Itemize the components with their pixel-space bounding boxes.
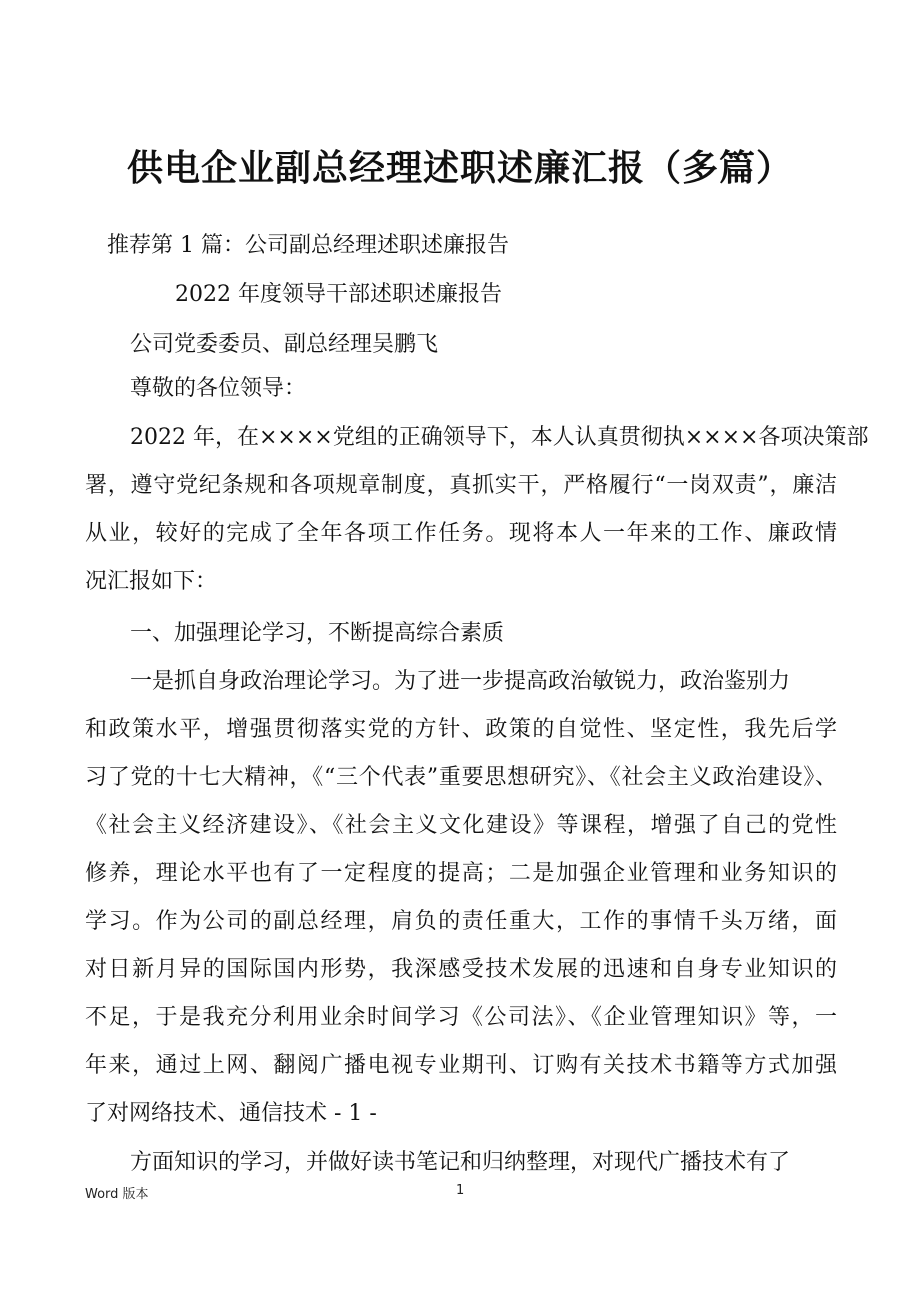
paragraph-line: 了对网络技术、通信技术 - 1 - xyxy=(85,1101,377,1126)
page-number: 1 xyxy=(456,1183,465,1198)
paragraph-line: 对日新月异的国际国内形势，我深感受技术发展的迅速和自身专业知识的 xyxy=(85,957,837,982)
paragraph-line: 修养，理论水平也有了一定程度的提高；二是加强企业管理和业务知识的 xyxy=(85,861,837,886)
paragraph-line: 况汇报如下： xyxy=(85,569,218,594)
paragraph-line: 年来，通过上网、翻阅广播电视专业期刊、订购有关技术书籍等方式加强 xyxy=(85,1053,837,1078)
section-heading: 一、加强理论学习，不断提高综合素质 xyxy=(130,621,505,646)
paragraph-line: 不足，于是我充分利用业余时间学习《公司法》、《企业管理知识》等，一 xyxy=(85,1005,837,1030)
paragraph-line: 从业，较好的完成了全年各项工作任务。现将本人一年来的工作、廉政情 xyxy=(85,521,837,546)
author-line: 公司党委委员、副总经理吴鹏飞 xyxy=(130,332,439,357)
paragraph-line: 和政策水平，增强贯彻落实党的方针、政策的自觉性、坚定性，我先后学 xyxy=(85,717,837,742)
paragraph-line: 一是抓自身政治理论学习。为了进一步提高政治敏锐力，政治鉴别力 xyxy=(130,669,791,694)
paragraph-line: 《社会主义经济建设》、《社会主义文化建设》等课程，增强了自己的党性 xyxy=(85,813,837,838)
paragraph-line: 署，遵守党纪条规和各项规章制度，真抓实干，严格履行“一岗双责”，廉洁 xyxy=(85,473,837,498)
paragraph-line: 学习。作为公司的副总经理，肩负的责任重大，工作的事情千头万绪，面 xyxy=(85,909,837,934)
salutation: 尊敬的各位领导： xyxy=(130,376,307,401)
paragraph-line: 方面知识的学习，并做好读书笔记和归纳整理，对现代广播技术有了 xyxy=(130,1150,791,1175)
report-title: 2022 年度领导干部述职述廉报告 xyxy=(175,282,502,307)
recommend-line: 推荐第 1 篇：公司副总经理述职述廉报告 xyxy=(107,233,509,258)
document-title: 供电企业副总经理述职述廉汇报（多篇） xyxy=(126,147,793,189)
paragraph-line: 2022 年，在××××党组的正确领导下，本人认真贯彻执××××各项决策部 xyxy=(130,425,869,450)
footer-label: Word 版本 xyxy=(85,1187,149,1202)
paragraph-line: 习了党的十七大精神，《“三个代表”重要思想研究》、《社会主义政治建设》、 xyxy=(85,765,837,790)
